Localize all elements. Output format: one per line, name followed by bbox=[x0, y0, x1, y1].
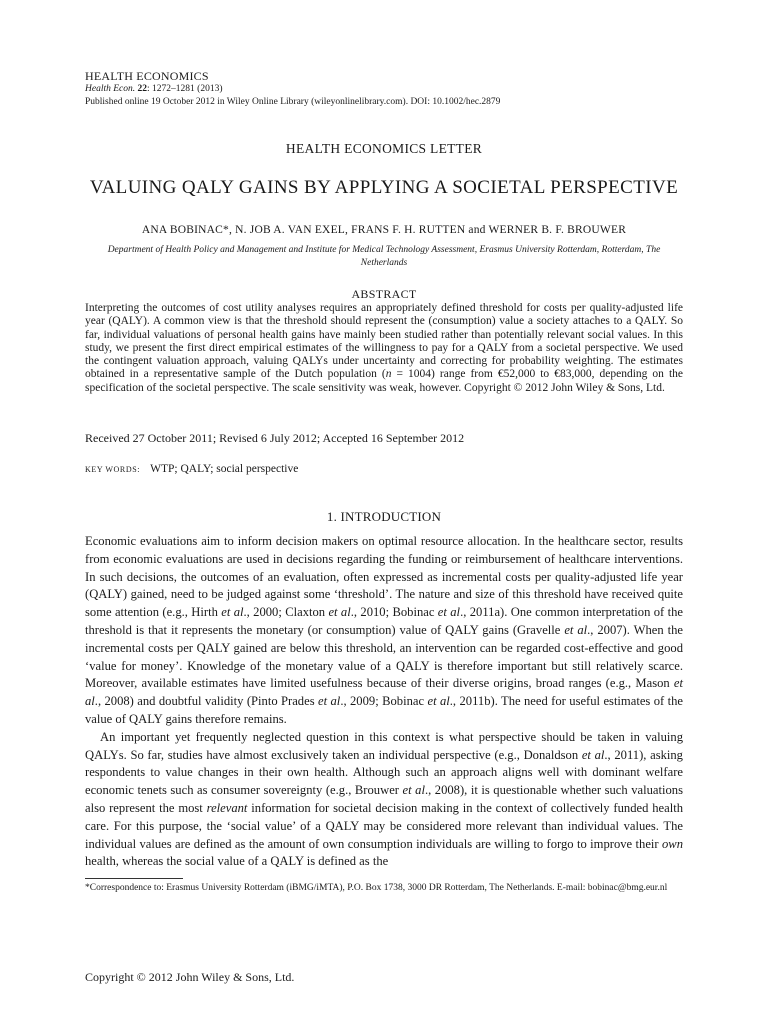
abstract-n-variable: n bbox=[385, 368, 392, 381]
citation-pages: : 1272–1281 (2013) bbox=[147, 84, 223, 94]
keywords-line bbox=[85, 463, 298, 475]
abstract-part-1: Interpreting the outcomes of cost utility analyses requires an appropriately defined threshold for costs per quality-adjusted life year (QALY). A common view is that the threshold should represent the (consumption) value a society attaches to a QALY. So far, individual valuations of personal health gains have mainly been studied rather than potentially relevant social values. In this study, we present the first direct empirical estimates of the willingness to pay for a QALY from a societal perspective. We used the contingent valuation approach, valuing QALYs under uncertainty and correcting for probability weighting. The estimates obtained in a representative sample of the Dutch population ( bbox=[85, 302, 683, 381]
introduction-body bbox=[85, 533, 683, 871]
received-dates: Received 27 October 2011; Revised 6 July 2012; Accepted 16 September 2012 bbox=[85, 431, 465, 445]
intro-paragraph-2: An important yet frequently neglected question in this context is what perspective should be taken in valuing QALYs. So far, studies have almost exclusively taken an individual perspective (e.g., Donaldson et al., 2011), asking respondents to value changes in their own health. Although such an approach aligns well with dominant welfare economic tenets such as consumer sovereignty (e.g., Brouwer et al., 2008), it is questionable whether such valuations also represent the most relevant information for societal decision making in the context of collectively funded health care. For this purpose, the ‘social value’ of a QALY may be considered more relevant than individual values. The individual values are defined as the amount of own consumption individuals are willing to forgo to improve their own health, whereas the social value of a QALY is defined as the bbox=[85, 729, 683, 869]
affiliation: Department of Health Policy and Management and Institute for Medical Technology Assessment, Erasmus University Rotterdam, Rotterdam, The Netherlands bbox=[107, 245, 661, 268]
footnote-divider bbox=[85, 878, 183, 879]
section-label: HEALTH ECONOMICS LETTER bbox=[285, 141, 483, 156]
abstract-text bbox=[85, 302, 683, 395]
published-line: Published online 19 October 2012 in Wiley Online Library (wileyonlinelibrary.com). DOI: 10.1002/hec.2879 bbox=[85, 97, 501, 107]
abstract-heading: ABSTRACT bbox=[351, 287, 417, 301]
article-title: VALUING QALY GAINS BY APPLYING A SOCIETAL PERSPECTIVE bbox=[89, 177, 679, 198]
introduction-heading: 1. INTRODUCTION bbox=[326, 509, 442, 524]
intro-paragraph-1: Economic evaluations aim to inform decision makers on optimal resource allocation. In the healthcare sector, results from economic evaluations are used in decisions regarding the funding or reimbursement of healthcare interventions. In such decisions, the outcomes of an evaluation, often expressed as incremental costs per quality-adjusted life year (QALY) gained, need to be judged against some ‘threshold’. The nature and size of this threshold have received quite some attention (e.g., Hirth et al., 2000; Claxton et al., 2010; Bobinac et al., 2011a). One common interpretation of the threshold is that it represents the monetary (or consumption) value of QALY gains (Gravelle et al., 2007). When the incremental costs per QALY gained are below this threshold, an intervention can be regarded cost-effective and good ‘value for money’. Knowledge of the monetary value of a QALY is therefore important but still relatively scarce. Moreover, available estimates have limited usefulness because of their diverse origins, broad ranges (e.g., Mason et al., 2008) and doubtful validity (Pinto Prades et al., 2009; Bobinac et al., 2011b). The need for useful estimates of the value of QALY gains therefore remains. bbox=[85, 534, 683, 726]
keywords-value: WTP; QALY; social perspective bbox=[150, 463, 299, 475]
citation-volume: 22 bbox=[137, 84, 148, 94]
citation-journal: Health Econ. bbox=[85, 84, 136, 94]
journal-name: HEALTH ECONOMICS bbox=[85, 69, 209, 83]
correspondence-footnote: *Correspondence to: Erasmus University Rotterdam (iBMG/iMTA), P.O. Box 1738, 3000 DR Rotterdam, The Netherlands. E-mail: bobinac@bmg.eur.nl bbox=[85, 883, 668, 893]
footer-copyright: Copyright © 2012 John Wiley & Sons, Ltd. bbox=[85, 970, 295, 984]
keywords-label: KEY WORDS: bbox=[85, 465, 141, 474]
citation-line bbox=[85, 83, 222, 95]
author-list: ANA BOBINAC*, N. JOB A. VAN EXEL, FRANS F. H. RUTTEN and WERNER B. F. BROUWER bbox=[141, 224, 627, 236]
abstract-part-2: = 1004) range from €52,000 to €83,000, depending on the specification of the societal perspective. The scale sensitivity was weak, however. Copyright © 2012 John Wiley & Sons, Ltd. bbox=[85, 368, 684, 394]
